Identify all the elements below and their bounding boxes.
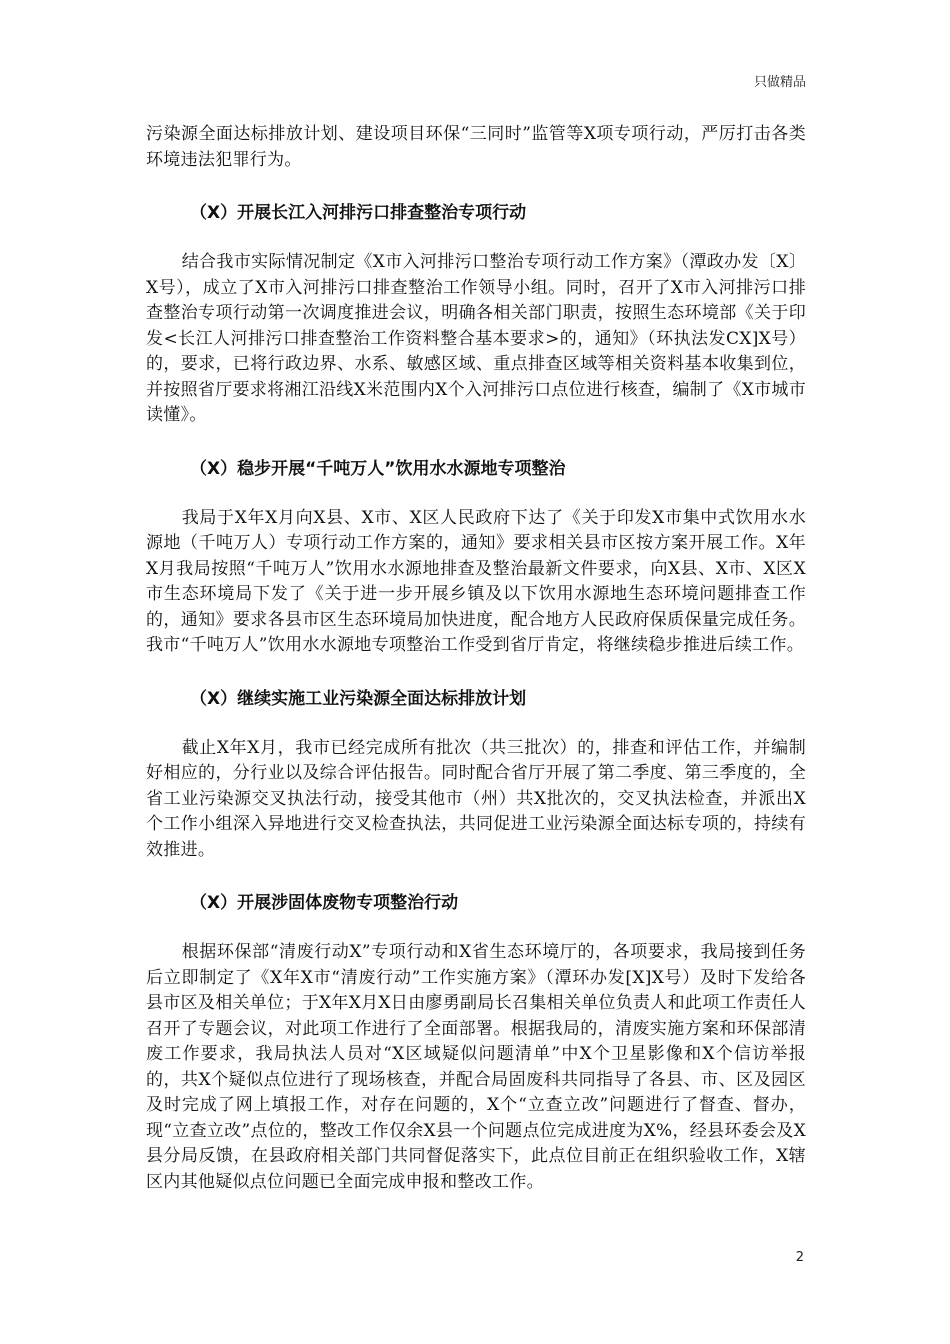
section-heading: （X）稳步开展“千吨万人”饮用水水源地专项整治 <box>190 458 566 479</box>
section-heading: （X）开展涉固体废物专项整治行动 <box>190 893 459 913</box>
page-number: 2 <box>795 1250 804 1265</box>
document-body <box>146 122 806 1195</box>
section-paragraph: 截止X年X月，我市已经完成所有批次（共三批次）的，排查和评估工作，并编制好相应的，分行业以及综合评估报告。同时配合省厅开展了第二季度、第三季度的，全省工业污染源交叉执法行动，接受其他市（州）共X批次的，交叉执法检查，并派出X个工作小组深入异地进行交叉检查执法，共同促进工业污染源全面达标专项的，持续有效推进。 <box>146 737 806 860</box>
section-heading: （X）开展长江入河排污口排查整治专项行动 <box>190 203 527 223</box>
intro-paragraph: 污染源全面达标排放计划、建设项目环保“三同时”监管等X项专项行动，严厉打击各类环境违法犯罪行为。 <box>146 124 806 170</box>
section-paragraph: 结合我市实际情况制定《X市入河排污口整治专项行动工作方案》（潭政办发〔X〕X号），成立了X市入河排污口排查整治工作领导小组。同时，召开了X市入河排污口排查整治专项行动第一次调度推进会议，明确各相关部门职责，按照生态环境部《关于印发<长江人河排污口排查整治工作资料整合基本要求>的，通知》（环执法发CX]X号）的，要求，已将行政边界、水系、敏感区域、重点排查区域等相关资料基本收集到位，并按照省厅要求将湘江沿线X米范围内X个入河排污口点位进行核查，编制了《X市城市读懂》。 <box>146 252 807 425</box>
header-note: 只做精品 <box>753 75 806 90</box>
section-paragraph: 根据环保部“清废行动X”专项行动和X省生态环境厅的，各项要求，我局接到任务后立即制定了《X年X市“清废行动”工作实施方案》（潭环办发[X]X号）及时下发给各县市区及相关单位；于X年X月X日由廖勇副局长召集相关单位负责人和此项工作责任人召开了专题会议，对此项工作进行了全面部署。根据我局的，清废实施方案和环保部清废工作要求，我局执法人员对“X区域疑似问题清单”中X个卫星影像和X个信访举报的，共X个疑似点位进行了现场核查，并配合局固废科共同指导了各县、市、区及园区及时完成了网上填报工作，对存在问题的，X个“立查立改”问题进行了督查、督办，现“立查立改”点位的，整改工作仅余X县一个问题点位完成进度为X%，经县环委会及X县分局反馈，在县政府相关部门共同督促落实下，此点位目前正在组织验收工作，X辖区内其他疑似点位问题已全面完成申报和整改工作。 <box>146 942 807 1192</box>
section-heading: （X）继续实施工业污染源全面达标排放计划 <box>190 688 527 709</box>
section-paragraph: 我局于X年X月向X县、X市、X区人民政府下达了《关于印发X市集中式饮用水水源地（千吨万人）专项行动工作方案的，通知》要求相关县市区按方案开展工作。X年X月我局按照“千吨万人”饮用水水源地排查及整治最新文件要求，向X县、X市、X区X市生态环境局下发了《关于进一步开展乡镇及以下饮用水源地生态环境问题排查工作的，通知》要求各县市区生态环境局加快进度，配合地方人民政府保质保量完成任务。我市“千吨万人”饮用水水源地专项整治工作受到省厅肯定，将继续稳步推进后续工作。 <box>146 507 806 655</box>
